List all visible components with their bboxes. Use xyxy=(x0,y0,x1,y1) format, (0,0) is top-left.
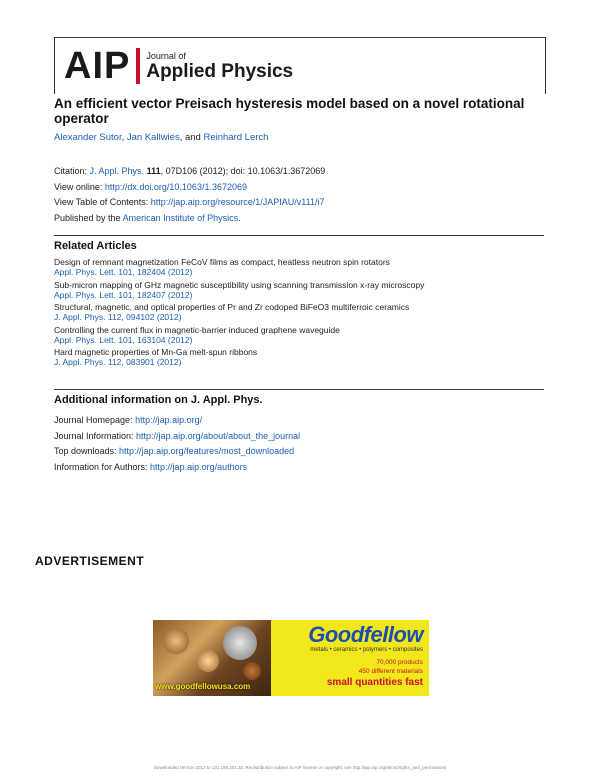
logo-divider xyxy=(136,48,140,84)
journal-name: Applied Physics xyxy=(146,60,294,82)
author-link[interactable]: Alexander Sutor xyxy=(54,132,122,143)
toc-link[interactable]: http://jap.aip.org/resource/1/JAPIAU/v111/i7 xyxy=(150,197,325,207)
author-link[interactable]: Jan Kallwies xyxy=(126,132,180,143)
section-divider xyxy=(54,235,544,236)
list-item[interactable]: Hard magnetic properties of Mn-Ga melt-spun ribbons J. Appl. Phys. 112, 083901 (2012) xyxy=(54,347,258,367)
info-row: Journal Homepage: http://jap.aip.org/ xyxy=(54,415,203,425)
list-item[interactable]: Design of remnant magnetization FeCoV films as compact, heatless neutron spin rotators Appl. Phys. Lett. 101, 182404 (2012) xyxy=(54,257,390,277)
view-online-line: View online: http://dx.doi.org/10.1063/1.3672069 xyxy=(54,181,247,192)
related-articles-list xyxy=(54,257,424,370)
doi-link[interactable]: http://dx.doi.org/10.1063/1.3672069 xyxy=(104,181,247,192)
journal-prefix: Journal of xyxy=(146,50,186,61)
ad-brand-logo: Goodfellow xyxy=(308,622,423,647)
info-row: Information for Authors: http://jap.aip.org/authors xyxy=(54,461,248,472)
publisher-link[interactable]: American Institute of Physics xyxy=(122,212,239,223)
advertisement-label: ADVERTISEMENT xyxy=(35,554,145,568)
section-divider xyxy=(54,389,544,390)
author-list: Alexander Sutor, Jan Kallwies, and Reinhard Lerch xyxy=(54,132,269,143)
ad-text-panel xyxy=(271,620,429,696)
download-footer: Downloaded 08 Nov 2012 to 131.188.201.33. Redistribution subject to AIP license or copyright; see http://jap.aip.org/about/rights_and_permissions xyxy=(153,765,447,770)
additional-info-heading: Additional information on J. Appl. Phys. xyxy=(54,394,263,406)
toc-line: View Table of Contents: http://jap.aip.org/resource/1/JAPIAU/v111/i7 xyxy=(54,197,325,207)
additional-info-list xyxy=(54,413,300,475)
aip-journal-logo xyxy=(64,46,293,86)
article-title: An efficient vector Preisach hysteresis model based on a novel rotational operator xyxy=(54,96,525,126)
info-row: Top downloads: http://jap.aip.org/features/most_downloaded xyxy=(54,446,295,456)
journal-name-block xyxy=(146,52,293,81)
journal-info-link[interactable]: http://jap.aip.org/about/about_the_journal xyxy=(136,430,301,441)
publisher-line: Published by the American Institute of Physics. xyxy=(54,212,241,223)
ad-disc-shape xyxy=(223,626,257,660)
aip-logo-text: AIP xyxy=(64,45,131,87)
ad-tagline: metals • ceramics • polymers • composites xyxy=(310,647,423,653)
list-item[interactable]: Structural, magnetic, and optical properties of Pr and Zr codoped BiFeO3 multiferroic ceramics J. Appl. Phys. 112, 094102 (2012) xyxy=(54,302,410,322)
ad-products-count: 70,000 products xyxy=(376,659,423,666)
citation-line: Citation: J. Appl. Phys. 111, 07D106 (2012); doi: 10.1063/1.3672069 xyxy=(54,166,326,176)
ad-photo xyxy=(153,620,275,696)
citation-block xyxy=(54,164,325,226)
info-row: Journal Information: http://jap.aip.org/about/about_the_journal xyxy=(54,430,301,441)
ad-slogan: small quantities fast xyxy=(326,677,423,688)
related-articles-heading: Related Articles xyxy=(54,240,137,252)
ad-disc-shape xyxy=(197,650,219,672)
list-item[interactable]: Sub-micron mapping of GHz magnetic susceptibility using scanning transmission x-ray microscopy Appl. Phys. Lett. 101, 182407 (2012) xyxy=(54,279,425,300)
ad-disc-shape xyxy=(243,662,261,680)
ad-disc-shape xyxy=(163,628,189,654)
ad-url[interactable]: www.goodfellowusa.com xyxy=(155,682,251,691)
authors-info-link[interactable]: http://jap.aip.org/authors xyxy=(150,461,248,472)
ad-materials-count: 450 different materials xyxy=(358,668,423,675)
top-downloads-link[interactable]: http://jap.aip.org/features/most_downloaded xyxy=(119,446,295,456)
author-link[interactable]: Reinhard Lerch xyxy=(203,132,269,143)
goodfellow-ad-banner[interactable] xyxy=(153,620,429,696)
list-item[interactable]: Controlling the current flux in magnetic-barrier induced graphene waveguide Appl. Phys. Lett. 101, 163104 (2012) xyxy=(54,324,340,345)
citation-journal-link[interactable]: J. Appl. Phys. xyxy=(89,166,145,176)
journal-homepage-link[interactable]: http://jap.aip.org/ xyxy=(135,415,203,425)
